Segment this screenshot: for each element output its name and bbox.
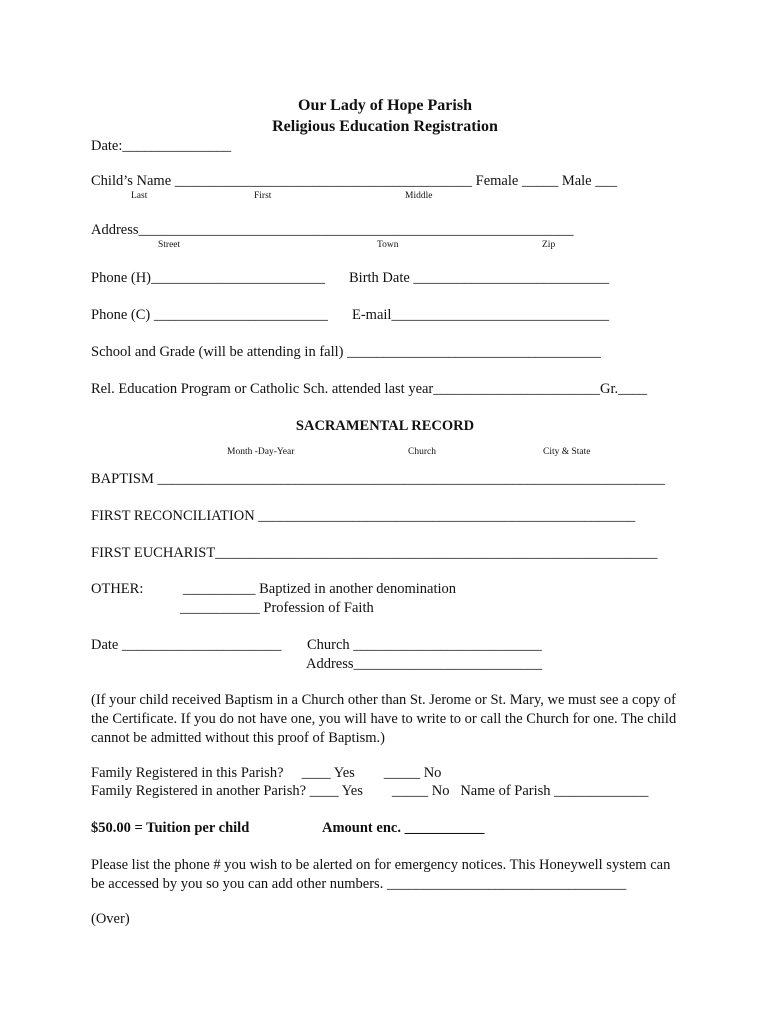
emergency-phone-field[interactable]: Please list the phone # you wish to be alerted on for emergency notices. This Honeywell system can be accessed by you so you can add other numbers. _________________________________ bbox=[91, 857, 671, 892]
other-label: OTHER: bbox=[91, 581, 144, 597]
child-name-field[interactable]: Child’s Name _________________________________________ Female _____ Male ___ bbox=[91, 173, 617, 189]
rel-education-field[interactable]: Rel. Education Program or Catholic Sch. attended last year_______________________Gr.____ bbox=[91, 381, 648, 397]
baptism-field[interactable]: BAPTISM ______________________________________________________________________ bbox=[91, 471, 665, 487]
family-another-parish-field[interactable]: Family Registered in another Parish? ____ Yes _____ No Name of Parish _____________ bbox=[91, 783, 649, 799]
other-church-field[interactable]: Church __________________________ bbox=[307, 637, 542, 653]
name-sub-middle: Middle bbox=[405, 191, 433, 201]
family-this-parish-field[interactable]: Family Registered in this Parish? ____ Yes _____ No bbox=[91, 765, 442, 781]
other-address-field[interactable]: Address__________________________ bbox=[306, 656, 543, 672]
form-subtitle: Religious Education Registration bbox=[272, 118, 498, 135]
baptized-other-denomination-field[interactable]: __________ Baptized in another denomination bbox=[183, 581, 457, 597]
over-note: (Over) bbox=[91, 911, 130, 927]
date-field[interactable]: Date:_______________ bbox=[91, 138, 232, 154]
address-field[interactable]: Address____________________________________________________________ bbox=[91, 222, 574, 238]
col-city-label: City & State bbox=[543, 447, 591, 457]
col-church-label: Church bbox=[408, 447, 436, 457]
first-reconciliation-field[interactable]: FIRST RECONCILIATION ____________________________________________________ bbox=[91, 508, 636, 524]
form-title: Our Lady of Hope Parish bbox=[298, 97, 472, 114]
profession-of-faith-field[interactable]: ___________ Profession of Faith bbox=[180, 600, 374, 616]
school-grade-field[interactable]: School and Grade (will be attending in fall) ___________________________________ bbox=[91, 344, 601, 360]
name-sub-first: First bbox=[254, 191, 272, 201]
addr-sub-town: Town bbox=[377, 240, 399, 250]
addr-sub-zip: Zip bbox=[542, 240, 556, 250]
name-sub-last: Last bbox=[131, 191, 148, 201]
amount-enclosed-field[interactable]: Amount enc. ___________ bbox=[322, 820, 485, 836]
sacramental-heading: SACRAMENTAL RECORD bbox=[295, 418, 475, 434]
phone-cell-field[interactable]: Phone (C) ________________________ bbox=[91, 307, 328, 323]
first-eucharist-field[interactable]: FIRST EUCHARIST_____________________________________________________________ bbox=[91, 545, 658, 561]
col-date-label: Month -Day-Year bbox=[227, 447, 295, 457]
other-date-field[interactable]: Date ______________________ bbox=[91, 637, 282, 653]
phone-home-field[interactable]: Phone (H)________________________ bbox=[91, 270, 326, 286]
addr-sub-street: Street bbox=[158, 240, 181, 250]
baptism-notice: (If your child received Baptism in a Church other than St. Jerome or St. Mary, we must see a copy of the Certificate. If you do not have one, you will have to write to or call the Church for one. The child cannot be admitted without this proof of Baptism.) bbox=[91, 692, 677, 746]
tuition-fee-label: $50.00 = Tuition per child bbox=[91, 820, 250, 836]
email-field[interactable]: E-mail______________________________ bbox=[352, 307, 609, 323]
birth-date-field[interactable]: Birth Date ___________________________ bbox=[349, 270, 610, 286]
